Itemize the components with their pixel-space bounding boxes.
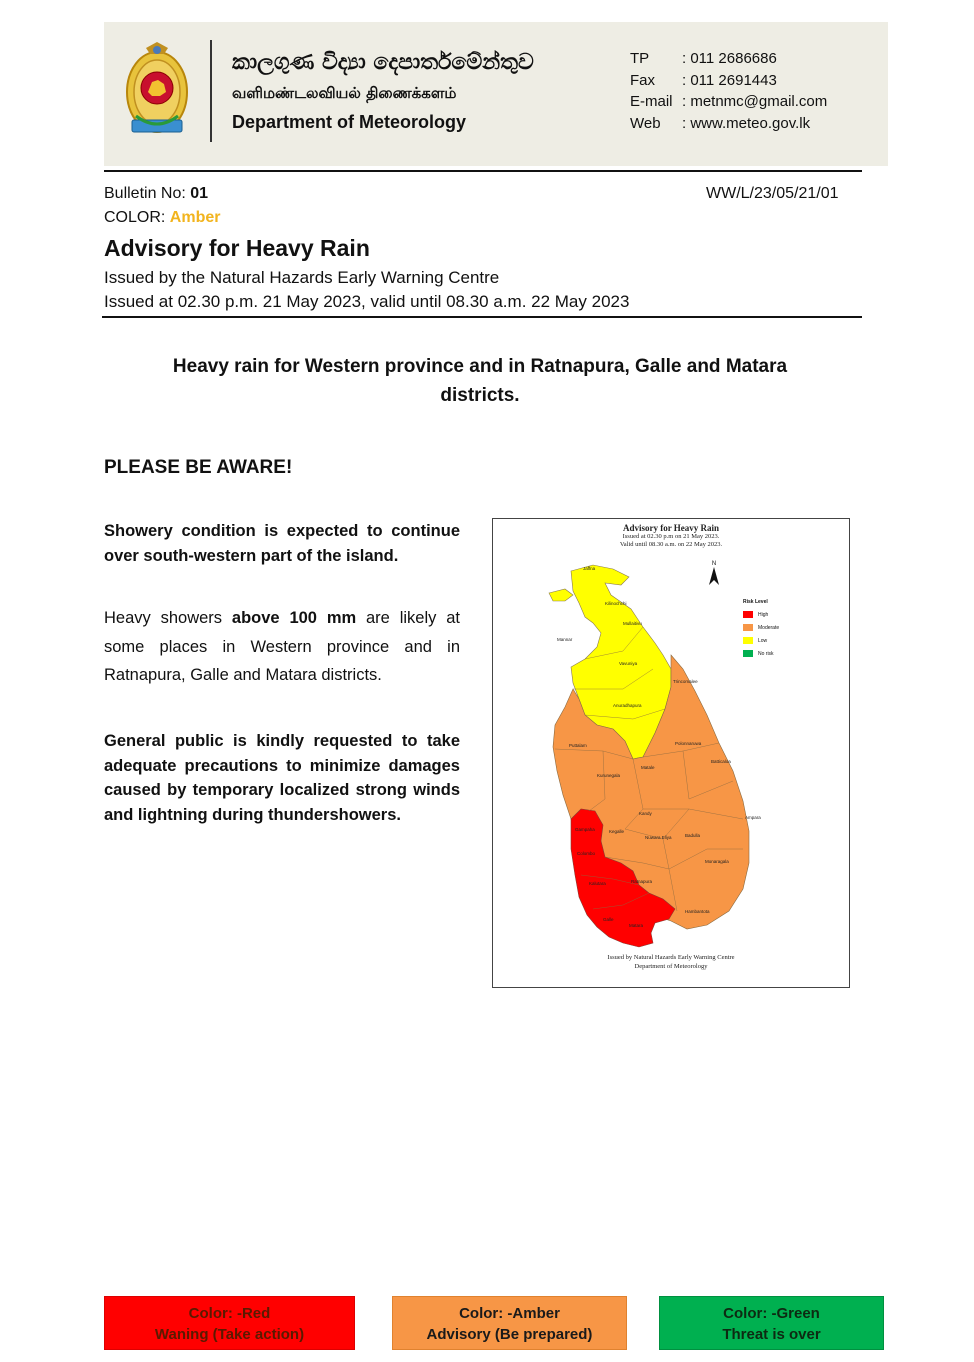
legend-no-risk: No risk (743, 650, 779, 657)
legend-box-red: Color: -Red Waning (Take action) (104, 1296, 355, 1350)
label-nuwara-eliya: Nuwara Eliya (645, 835, 672, 840)
label-trincomalee: Trincomalee (673, 679, 698, 684)
contact-tp: TP : 011 2686686 (630, 50, 777, 67)
map-footer-issuer: Issued by Natural Hazards Early Warning Centre (607, 954, 735, 961)
advisory-map (492, 518, 850, 988)
paragraph-heavy-showers: Heavy showers above 100 mm are likely at some places in Western province and in Ratnapura, Galle and Matara districts. (104, 609, 460, 684)
label-vavuniya: Vavuniya (619, 661, 638, 666)
map-title: Advisory for Heavy Rain (622, 523, 720, 533)
top-rule (104, 170, 862, 172)
legend-moderate: Moderate (743, 624, 779, 631)
divider (210, 40, 212, 142)
label-monaragala: Monaragala (705, 859, 729, 864)
label-kurunegala: Kurunegala (597, 773, 621, 778)
label-kandy: Kandy (639, 811, 652, 816)
contact-block (630, 48, 827, 134)
map-legend (743, 599, 779, 663)
label-kalutara: Kalutara (589, 881, 606, 886)
map-valid: Valid until 08.30 a.m. on 22 May 2023. (619, 541, 723, 548)
sri-lanka-emblem-icon (124, 40, 190, 138)
legend-high: High (743, 611, 779, 618)
paragraph-precautions: General public is kindly requested to take adequate precautions to minimize damages caused by temporary localized strong winds and lightning during thundershowers. (104, 732, 460, 824)
sinhala-name: කාලගුණ විද්‍යා දෙපාර්තමේන්තුව (232, 50, 534, 75)
district-labels (493, 519, 849, 987)
map-footer-department: Department of Meteorology (634, 963, 708, 970)
label-mullaitivu: Mullaitivu (623, 621, 642, 626)
label-batticaloa: Batticaloa (711, 759, 731, 764)
label-jaffna: Jaffna (583, 566, 596, 571)
legend-low: Low (743, 637, 779, 644)
contact-email: E-mail : metnmc@gmail.com (630, 93, 828, 110)
label-colombo: Colombo (577, 851, 596, 856)
bulletin-reference: WW/L/23/05/21/01 (706, 185, 839, 202)
bulletin-number: Bulletin No: 01 (104, 185, 209, 202)
legend-box-green: Color: -Green Threat is over (659, 1296, 884, 1350)
label-kilinochchi: Kilinochchi (605, 601, 627, 606)
letterhead (104, 22, 888, 166)
bulletin-color: COLOR: Amber (104, 209, 221, 226)
label-mannar: Mannar (557, 637, 573, 642)
label-polonnaruwa: Polonnaruwa (675, 741, 702, 746)
contact-web: Web : www.meteo.gov.lk (630, 114, 811, 132)
label-ratnapura: Ratnapura (631, 879, 653, 884)
tamil-name: வளிமண்டலவியல் திணைக்களம் (232, 84, 457, 102)
legend-box-amber: Color: -Amber Advisory (Be prepared) (392, 1296, 627, 1350)
bulletin-title: Advisory for Heavy Rain (104, 235, 370, 261)
please-be-aware: PLEASE BE AWARE! (104, 457, 293, 478)
legend-title: Risk Level (743, 599, 768, 605)
north-arrow-icon: N (708, 561, 720, 587)
label-kegalle: Kegalle (609, 829, 625, 834)
label-matale: Matale (641, 765, 655, 770)
department-name: Department of Meteorology (232, 112, 467, 132)
issued-at: Issued at 02.30 p.m. 21 May 2023, valid until 08.30 a.m. 22 May 2023 (104, 292, 630, 311)
label-badulla: Badulla (685, 833, 701, 838)
bottom-rule (102, 316, 862, 318)
map-issued: Issued at 02.30 p.m on 21 May 2023. (622, 533, 720, 540)
issued-by: Issued by the Natural Hazards Early Warning Centre (104, 268, 500, 287)
paragraph-showery: Showery condition is expected to continue over south-western part of the island. (104, 522, 460, 565)
label-ampara: Ampara (745, 815, 761, 820)
headline: Heavy rain for Western province and in Ratnapura, Galle and Matara districts. (172, 356, 788, 406)
label-galle: Galle (603, 917, 614, 922)
label-matara: Matara (629, 923, 644, 928)
label-puttalam: Puttalam (569, 743, 587, 748)
contact-fax: Fax : 011 2691443 (630, 71, 777, 89)
label-hambantota: Hambantota (685, 909, 710, 914)
label-anuradhapura: Anuradhapura (613, 703, 642, 708)
label-gampaha: Gampaha (575, 827, 595, 832)
